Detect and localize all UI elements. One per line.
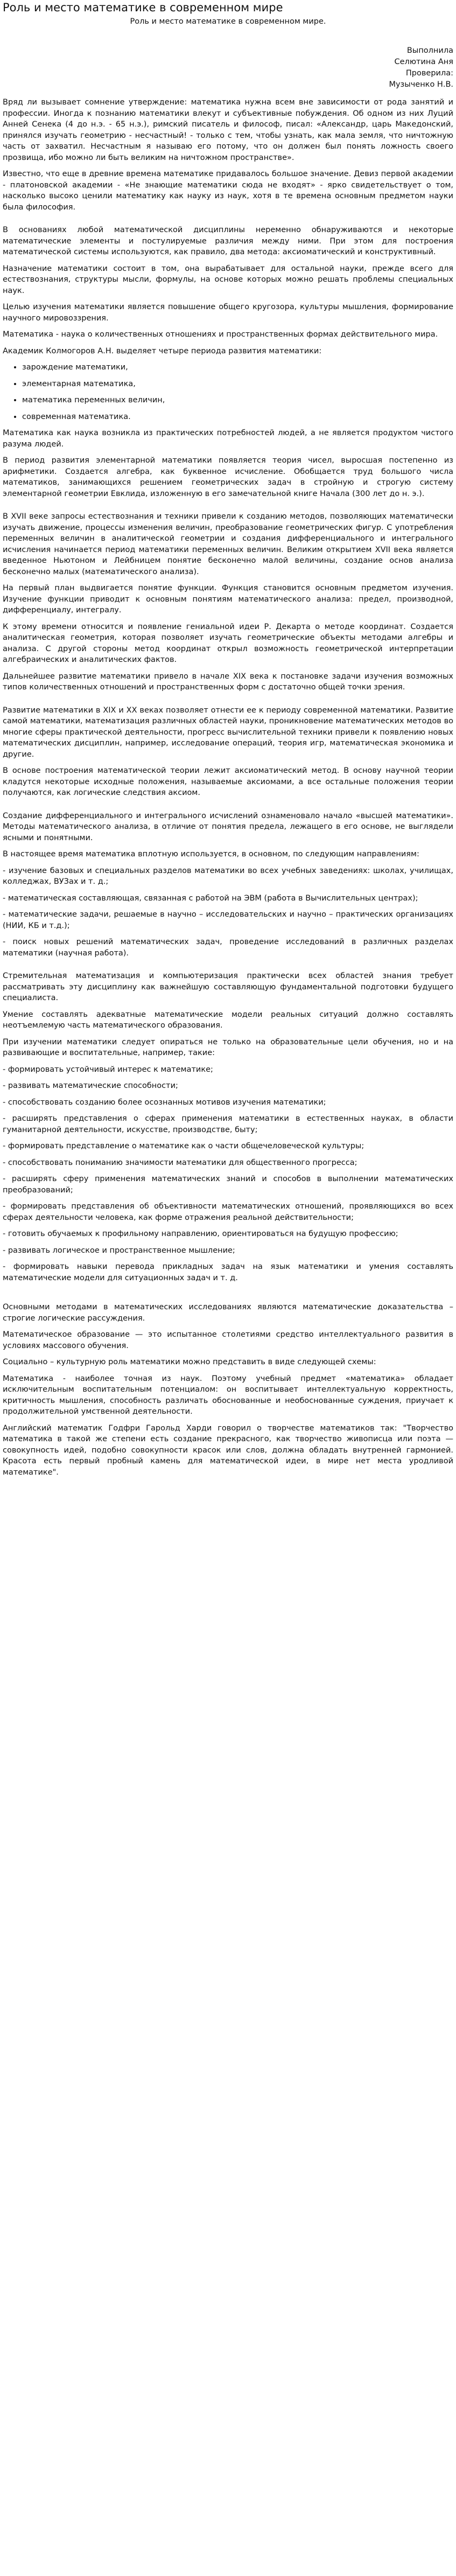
list-item: • математика переменных величин, bbox=[22, 395, 453, 406]
paragraph: В XVII веке запросы естествознания и техники привели к созданию методов, позволяющих математически изучать движение, процессы изменения величин, преобразование геометрических фигур. С употребления переменных величин в аналитической геометрии и создания дифференциального и интегрального исчисления начинается период математики переменных величин. Великим открытием XVII века является введенное Ньютоном и Лейбницем понятие бесконечно малой величины, создание основ анализа бесконечно малых (математического анализа). bbox=[3, 512, 453, 576]
paragraph: Целью изучения математики является повышение общего кругозора, культуры мышления, формирование научного мировоззрения. bbox=[3, 303, 453, 323]
paragraph: Известно, что еще в древние времена математике придавалось большое значение. Девиз первой академии - платоновской академии - «Не знающие математики сюда не входят» - ярко свидетельствует о том, насколько высоко ценили математику как науку из наук, хотя в те времена основным предметом науки была философия. bbox=[3, 170, 453, 212]
list-item: - расширять представления о сферах применения математики в естественных науках, в области гуманитарной деятельности, искусстве, производстве, быту; bbox=[3, 1114, 453, 1134]
signature-line: Проверила: bbox=[405, 69, 453, 78]
paragraph: В период развития элементарной математики появляется теория чисел, выросшая постепенно из арифметики. Создается алгебра, как буквенное исчисление. Обобщается труд большого числа математиков, занимающихся решением геометрических задач в стройную и строгую систему элементарной геометрии Евклида, изложенную в его замечательной книге Начала (300 лет до н. э.). bbox=[3, 456, 453, 498]
list-item: - математические задачи, решаемые в научно – исследовательских и научно – практических организациях (НИИ, КБ и т.д.); bbox=[3, 910, 453, 930]
list-item: - математическая составляющая, связанная с работой на ЭВМ (работа в Вычислительных центрах); bbox=[3, 893, 418, 903]
page-subtitle: Роль и место математике в современном мире. bbox=[130, 17, 326, 26]
signature-block bbox=[3, 45, 453, 90]
paragraph: Академик Колмогоров А.Н. выделяет четыре периода развития математики: bbox=[3, 346, 322, 355]
list-item: - способствовать созданию более осознанных мотивов изучения математики; bbox=[3, 1098, 326, 1107]
list-item: - формировать представление о математике как о части общечеловеческой культуры; bbox=[3, 1142, 364, 1150]
paragraph: Математика как наука возникла из практических потребностей людей, а не является продуктом чистого разума людей. bbox=[3, 429, 453, 449]
paragraph: Английский математик Годфри Гарольд Харди говорил о творчестве математиков так: "Творчество математика в такой же степени есть создание прекрасного, как творчество живописца или поэта — совокупность идей, подобно совокупности красок или слов, должна обладать внутренней гармонией. Красота есть первый пробный камень для математической идеи, в мире нет места уродливой математике". bbox=[3, 1423, 453, 1477]
paragraph: Создание дифференциального и интегрального исчислений ознаменовало начало «высшей математики». Методы математического анализа, в отличие от понятия предела, лежащего в его основе, не выглядели ясными и понятными. bbox=[3, 811, 453, 842]
list-item: - способствовать пониманию значимости математики для общественного прогресса; bbox=[3, 1158, 357, 1167]
list-item: - изучение базовых и специальных разделов математики во всех учебных заведениях: школах, училищах, колледжах, ВУЗах и т. д.; bbox=[3, 866, 453, 886]
paragraph: Умение составлять адекватные математические модели реальных ситуаций должно составлять неотъемлемую часть математического образования. bbox=[3, 1010, 453, 1030]
paragraph: Социально – культурную роль математики можно представить в виде следующей схемы: bbox=[3, 1358, 376, 1366]
paragraph: Дальнейшее развитие математики привело в начале XIX века к постановке задачи изучения возможных типов количественных отношений и пространственных форм с достаточно общей точки зрения. bbox=[3, 672, 453, 692]
list-item: - формировать представления об объективности математических отношений, проявляющихся во всех сферах деятельности человека, как форме отражения реальной действительности; bbox=[3, 1202, 453, 1222]
signature-line: Музыченко Н.В. bbox=[389, 80, 453, 89]
paragraph: Развитие математики в XIX и XX веках позволяет отнести ее к периоду современной математики. Развитие самой математики, математизация различных областей науки, проникновение математических методов во многие сферы практической деятельности, прогресс вычислительной техники привели к появлению новых математических дисциплин, например, исследование операций, теория игр, математическая экономика и другие. bbox=[3, 706, 453, 759]
signature-line: Выполнила bbox=[406, 46, 453, 55]
paragraph: Математика - наиболее точная из наук. Поэтому учебный предмет «математика» обладает исключительным воспитательным потенциалом: он воспитывает интеллектуальную корректность, критичность мышления, способность различать обоснованные и необоснованные суждения, приучает к продолжительной умственной деятельности. bbox=[3, 1374, 453, 1416]
paragraph: Назначение математики состоит в том, она вырабатывает для остальной науки, прежде всего для естествознания, структуры мысли, формулы, на основе которых можно решать проблемы специальных наук. bbox=[3, 264, 453, 295]
periods-list bbox=[3, 362, 453, 422]
list-item: • элементарная математика, bbox=[22, 379, 453, 390]
list-item: - поиск новых решений математических задач, проведение исследований в различных разделах математики (научная работа). bbox=[3, 938, 453, 958]
page-title: Роль и место математике в современном мире bbox=[3, 1, 283, 14]
paragraph: Математика - наука о количественных отношениях и пространственных формах действительного мира. bbox=[3, 330, 438, 339]
paragraph: Основными методами в математических исследованиях являются математические доказательства – строгие логические рассуждения. bbox=[3, 1303, 453, 1323]
list-item: - формировать устойчивый интерес к математике; bbox=[3, 1065, 213, 1074]
paragraph: К этому времени относится и появление гениальной идеи Р. Декарта о методе координат. Создается аналитическая геометрия, которая позволяет изучать геометрические объекты методами алгебры и анализа. С другой стороны метод координат открыл возможность геометрической интерпретации алгебраических и аналитических фактов. bbox=[3, 622, 453, 664]
paragraph: В основаниях любой математической дисциплины неременно обнаруживаются и некоторые математические элементы и постулируемые различия между ними. При этом для построения математической системы используются, как правило, два метода: аксиоматический и конструктивный. bbox=[3, 226, 453, 256]
list-item: • зарождение математики, bbox=[22, 362, 453, 373]
signature-line: Селютина Аня bbox=[394, 58, 453, 66]
list-item: - развивать математические способности; bbox=[3, 1081, 178, 1090]
directions-list bbox=[3, 865, 453, 959]
paragraph: Вряд ли вызывает сомнение утверждение: математика нужна всем вне зависимости от рода занятий и профессии. Иногда к познанию математики влекут и субъективные побуждения. Об одном из них Луций Анней Сенека (4 до н.э. - 65 н.э.), римский писатель и философ, писал: «Александр, царь Македонский, принялся изучать геометрию - несчастный! - только с тем, чтобы узнать, как мала земля, что ничтожную часть от захватил. Несчастным я называю его потому, что он должен был понять ложность своего прозвища, ибо можно ли быть великим на ничтожном пространстве». bbox=[3, 98, 453, 162]
paragraph: Математическое образование — это испытанное столетиями средство интеллектуального развития в условиях массового обучения. bbox=[3, 1330, 453, 1350]
paragraph: В настоящее время математика вплотную используется, в основном, по следующим направлениям: bbox=[3, 850, 419, 858]
paragraph: Стремительная математизация и компьютеризация практически всех областей знания требует рассматривать эту дисциплину как важнейшую составляющую фундаментальной подготовки будущего специалиста. bbox=[3, 972, 453, 1002]
list-item: - готовить обучаемых к профильному направлению, ориентироваться на будущую профессию; bbox=[3, 1230, 398, 1238]
list-item: - развивать логическое и пространственное мышление; bbox=[3, 1246, 235, 1255]
paragraph: На первый план выдвигается понятие функции. Функция становится основным предметом изучения. Изучение функции приводит к основным понятиям математического анализа: предел, производной, дифференциалу, интегралу. bbox=[3, 584, 453, 615]
goals-list bbox=[3, 1064, 453, 1284]
list-item: - формировать навыки перевода прикладных задач на язык математики и умения составлять математические модели для ситуационных задач и т. д. bbox=[3, 1262, 453, 1282]
paragraph: В основе построения математической теории лежит аксиоматический метод. В основу научной теории кладутся некоторые исходные положения, называемые аксиомами, а все остальные положения теории получаются, как логические следствия аксиом. bbox=[3, 766, 453, 797]
paragraph: При изучении математики следует опираться не только на образовательные цели обучения, но и на развивающие и воспитательные, например, такие: bbox=[3, 1037, 453, 1057]
list-item: • современная математика. bbox=[22, 411, 453, 423]
list-item: - расширять сферу применения математических знаний и способов в выполнении математических преобразований; bbox=[3, 1175, 453, 1195]
